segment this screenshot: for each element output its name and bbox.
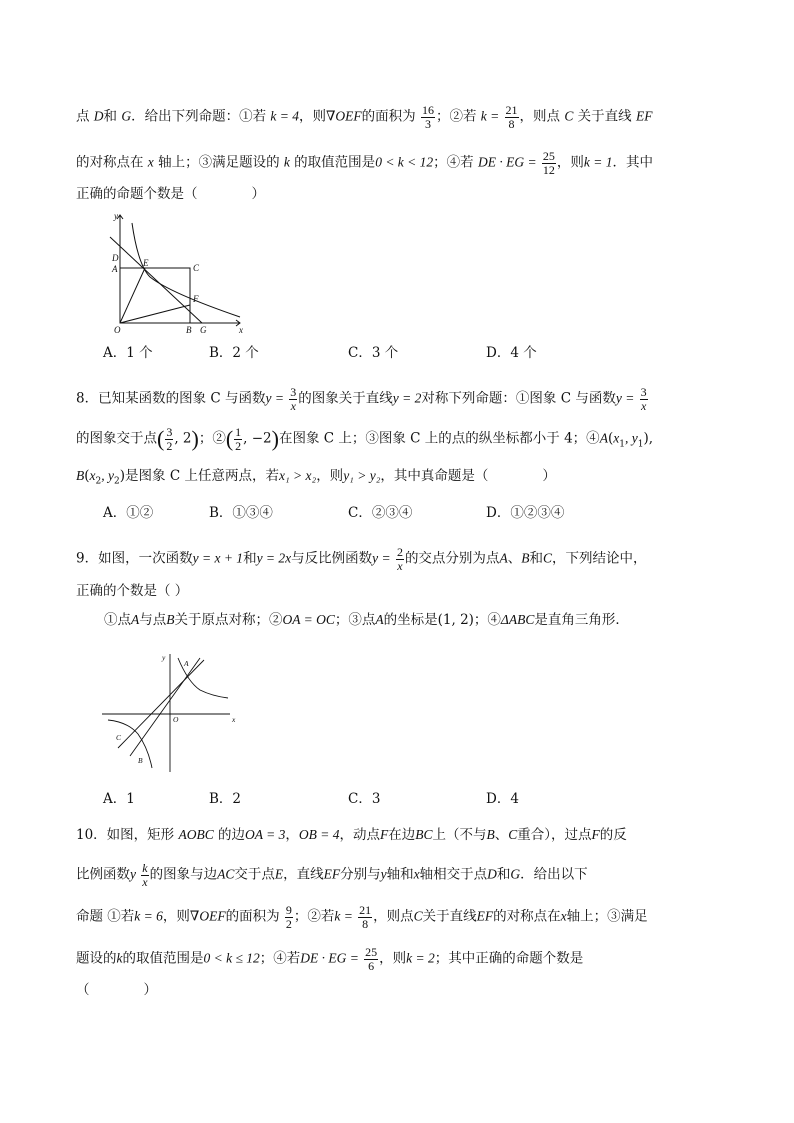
q9-line-3 — [104, 613, 629, 628]
q7-option-a[interactable]: A．1 个 — [103, 345, 153, 361]
var-k: k — [116, 950, 123, 966]
text: 8．已知某函数的图象 C 与函数 — [76, 390, 266, 407]
text: 题设的 — [76, 950, 117, 967]
segment-OE — [120, 268, 145, 323]
text: 、 — [507, 550, 522, 567]
var-x: x — [413, 866, 420, 882]
text: 和 — [529, 550, 543, 567]
text: 的反 — [599, 827, 627, 843]
line-y-2x — [130, 658, 200, 756]
var-EF: EF — [476, 908, 494, 924]
var-C: C — [564, 108, 574, 124]
text: ，下列结论中， — [551, 550, 647, 567]
label-O: O — [114, 325, 121, 335]
denominator: x — [397, 558, 403, 573]
fraction — [165, 426, 173, 452]
paren: ( — [157, 426, 165, 452]
text: 关于原点对称；② — [174, 612, 283, 628]
var-AC: AC — [217, 866, 235, 882]
var-x: x — [147, 154, 154, 170]
text: 的图象交于点 — [76, 430, 157, 447]
text: 的对称点在 — [76, 154, 148, 171]
text: 的取值范围是 — [122, 950, 204, 967]
math-y: y = — [372, 550, 391, 566]
text: 轴和 — [386, 866, 414, 883]
subscript: 2 — [95, 476, 102, 487]
math-product: DE · EG = — [477, 154, 537, 170]
q7-line-1 — [76, 104, 652, 130]
numerator: 2 — [396, 545, 403, 559]
denominator: 2 — [235, 438, 242, 453]
numerator: 21 — [505, 103, 518, 117]
text: ；②若 — [293, 908, 335, 925]
fraction — [542, 150, 556, 176]
text: 交于点 — [234, 866, 275, 883]
math-range: 0 < k < 12 — [375, 154, 434, 170]
label-F: F — [193, 294, 199, 304]
var-A: A — [599, 430, 608, 446]
text: 的交点分别为点 — [404, 550, 500, 567]
label-x: x — [239, 325, 243, 335]
label-B: B — [186, 325, 192, 335]
text: 是直角三角形． — [534, 612, 629, 628]
numerator: 3 — [166, 425, 173, 439]
math-k: k = 1 — [583, 154, 613, 170]
text: ，则 — [162, 908, 190, 925]
fraction — [505, 104, 519, 130]
text: ①点 — [104, 612, 131, 628]
var-C: C — [413, 908, 423, 924]
line-EF — [110, 237, 202, 323]
fraction — [396, 546, 404, 572]
var-A: A — [375, 612, 384, 627]
text: ，其中真命题是（ ） — [380, 468, 556, 484]
q9-option-a[interactable]: A．1 — [103, 791, 135, 807]
label-E: E — [143, 258, 149, 268]
text: 、 — [494, 827, 509, 843]
text: 是图象 C 上任意两点，若 — [125, 468, 279, 484]
text: ；④若 — [433, 154, 478, 171]
label-G: G — [200, 325, 207, 335]
math-condition: x₁ > x₂ — [278, 468, 317, 483]
math-k: k = 2 — [406, 950, 435, 966]
text: ，动点 — [339, 827, 381, 843]
denominator: 12 — [542, 162, 555, 177]
numerator: k — [142, 861, 148, 875]
q10-line-3 — [76, 904, 648, 930]
math-y: y — [130, 866, 136, 882]
math-ob: OB = 4 — [298, 827, 340, 842]
text: 和 — [103, 108, 122, 125]
numerator: 9 — [285, 903, 292, 917]
numerator: 3 — [290, 385, 297, 399]
numerator: 16 — [421, 103, 434, 117]
math-triangle: ΔABC — [500, 612, 535, 627]
text: , — [648, 430, 654, 447]
q10-line-4 — [76, 946, 583, 972]
fraction — [234, 426, 242, 452]
text: 的图象与边 — [149, 866, 218, 883]
text: ，则点 — [519, 108, 565, 125]
text: ；③点 — [334, 612, 376, 628]
var-E: E — [274, 866, 284, 882]
q8-option-c[interactable]: C．②③④ — [348, 505, 413, 521]
var-x: x — [613, 430, 620, 446]
text: 重合），过点 — [517, 827, 592, 843]
fraction — [285, 904, 293, 930]
var-BC: BC — [415, 827, 433, 842]
var-B: B — [521, 550, 530, 566]
q10-line-1 — [76, 828, 627, 843]
math-y: y = — [615, 390, 635, 406]
var-B: B — [76, 468, 85, 483]
var-G: G — [510, 866, 521, 882]
text: 的边 — [213, 827, 246, 843]
hyperbola-curve — [132, 223, 240, 317]
math-product: DE · EG = — [300, 950, 359, 966]
label-A: A — [112, 264, 118, 274]
q9-option-d[interactable]: D．4 — [486, 791, 519, 807]
denominator: 2 — [285, 916, 292, 931]
text: 上（不与 — [432, 827, 487, 843]
text: , 2 — [174, 430, 192, 447]
denominator: 3 — [424, 116, 431, 131]
q7-figure — [100, 205, 250, 335]
text: ．给出以下 — [520, 866, 588, 883]
text: 关于直线 — [422, 908, 477, 925]
math-k: k = 4 — [270, 108, 299, 124]
text: 在边 — [388, 827, 416, 843]
text: 和 — [243, 550, 257, 567]
text: ；② — [198, 430, 226, 447]
denominator: x — [640, 398, 647, 413]
text: ，则 — [299, 108, 326, 125]
var-y: , y — [101, 468, 115, 483]
var-A: A — [499, 550, 508, 566]
paren: ( — [225, 426, 234, 452]
numerator: 25 — [542, 149, 555, 163]
text: ．给出下列命题：①若 — [131, 108, 267, 125]
q8-option-b[interactable]: B．①③④ — [209, 505, 273, 521]
fraction — [358, 904, 372, 930]
var-D: D — [487, 866, 497, 882]
text: 在图象 C 上；③图象 C 上的点的纵坐标都小于 4；④ — [278, 430, 600, 447]
text: 的对称点在 — [493, 908, 561, 925]
math-coordinate: (1, 2) — [437, 612, 474, 628]
math-k: k = 6 — [134, 908, 163, 924]
subscript: 1 — [619, 439, 625, 450]
subscript: 2 — [114, 476, 120, 487]
text: 10．如图，矩形 — [76, 827, 179, 843]
var-C: C — [508, 827, 518, 842]
label-B: B — [138, 756, 143, 765]
label-O: O — [173, 715, 179, 724]
label-y: y — [114, 211, 118, 221]
line-y-x-plus-1 — [118, 660, 204, 748]
q8-option-d[interactable]: D．①②③④ — [486, 505, 565, 521]
math-line: y = 2 — [392, 390, 422, 406]
text: 的面积为 — [225, 908, 280, 925]
var-y: y — [380, 866, 387, 882]
text: 轴相交于点 — [419, 866, 488, 883]
denominator: x — [290, 398, 296, 413]
text: ， — [285, 827, 299, 843]
var-rect: AOBC — [178, 827, 214, 842]
q8-line-1 — [76, 386, 649, 412]
numerator: 21 — [359, 903, 372, 917]
fraction — [141, 862, 148, 888]
q7-line-3: 正确的命题个数是（ ） — [76, 186, 265, 202]
q8-option-a[interactable]: A．①② — [103, 505, 154, 521]
q7-option-b[interactable]: B．2 个 — [209, 345, 259, 361]
hyperbola-branch-2 — [108, 720, 152, 768]
var-B: B — [486, 827, 495, 842]
math-range: 0 < k ≤ 12 — [203, 950, 260, 966]
q7-line-2 — [76, 150, 653, 176]
rectangle-AOBC — [120, 268, 190, 323]
subscript: 1 — [637, 439, 644, 450]
paren: ) — [191, 426, 199, 452]
var-F: F — [380, 827, 389, 842]
text: 的取值范围是 — [289, 154, 376, 171]
fraction — [421, 104, 435, 130]
paren: ) — [271, 426, 279, 452]
label-D: D — [112, 253, 119, 263]
label-C: C — [193, 263, 200, 273]
q7-option-c[interactable]: C．3 个 — [348, 345, 399, 361]
q8-line-3: $B(x_2$, $y_2$)是图象 C 上任意两点，若x₁ > x₂，则y₁ > y₂，其中真命题是（ ） — [76, 468, 556, 487]
label-y: y — [162, 653, 166, 662]
var-D: D — [93, 108, 104, 124]
q7-option-d[interactable]: D．4 个 — [486, 345, 537, 361]
var-A: A — [131, 612, 140, 627]
text: ，则 — [379, 950, 407, 967]
math-k: k = — [334, 908, 353, 924]
label-C: C — [116, 733, 122, 742]
var-EF: EF — [635, 108, 653, 124]
math-triangle: ∇OEF — [189, 908, 226, 924]
math-linear-2: y = 2x — [256, 550, 292, 566]
numerator: 1 — [235, 425, 242, 439]
text: 点 — [76, 108, 94, 125]
var-y: , y — [624, 430, 638, 446]
text: 对称下列命题：①图象 C 与函数 — [421, 390, 616, 407]
fraction — [289, 386, 297, 412]
text: ，则 — [556, 154, 584, 171]
denominator: 2 — [166, 438, 173, 453]
text: 关于直线 — [573, 108, 636, 125]
fraction — [364, 946, 378, 972]
text: 轴上；③满足 — [566, 908, 648, 925]
math-y: y = — [265, 390, 284, 406]
var-F: F — [591, 827, 600, 842]
denominator: 8 — [362, 916, 369, 931]
numerator: 3 — [640, 385, 647, 399]
segment-OF — [120, 305, 190, 323]
text: 的坐标是 — [383, 612, 438, 628]
var-EF: EF — [323, 866, 341, 882]
q9-option-b[interactable]: B．2 — [209, 791, 242, 807]
var-C: C — [542, 550, 552, 566]
denominator: 6 — [368, 958, 375, 973]
text: ；④ — [473, 612, 501, 628]
text: 分别与 — [340, 866, 381, 883]
text: , −2 — [243, 430, 272, 447]
text: ，直线 — [283, 866, 324, 883]
text: 的图象关于直线 — [298, 390, 393, 407]
var-B: B — [166, 612, 175, 627]
var-k: k — [283, 154, 290, 170]
text: ，则 — [316, 468, 344, 484]
var-x: x — [89, 468, 96, 483]
math-linear-1: y = x + 1 — [192, 550, 244, 566]
text: 命题 ①若 — [76, 908, 135, 925]
text: ．其中 — [612, 154, 653, 171]
math-equation: OA = OC — [282, 612, 335, 627]
text: 9．如图，一次函数 — [76, 550, 193, 567]
text: 与点 — [139, 612, 167, 628]
math-oa: OA = 3 — [245, 827, 286, 842]
text: 和 — [496, 866, 511, 883]
math-result: y₁ > y₂ — [343, 468, 381, 483]
fraction — [640, 386, 648, 412]
q10-line-5: （ ） — [76, 982, 157, 998]
math-k: k = — [480, 108, 500, 124]
denominator: 8 — [508, 116, 515, 131]
numerator: 25 — [365, 945, 378, 959]
label-A: A — [184, 659, 189, 668]
text: 轴上；③满足题设的 — [153, 154, 284, 171]
math-triangle: ∇OEF — [326, 108, 362, 124]
text: 的面积为 — [361, 108, 416, 125]
q8-line-2: 的图象交于点( $\frac{3}{2}$ , 2)；②( $\frac{1}{2}$ , −2)在图象 C 上；③图象 C 上的点的纵坐标都小于 4；$④A(x_1$, $y_1$), — [76, 425, 654, 453]
text: 与反比例函数 — [291, 550, 373, 567]
text: ，则点 — [373, 908, 414, 925]
q9-option-c[interactable]: C．3 — [348, 791, 381, 807]
text: ；④若 — [259, 950, 301, 967]
q10-line-2 — [76, 862, 588, 888]
q9-line-1 — [76, 546, 646, 572]
denominator: x — [142, 874, 148, 889]
text: 比例函数 — [76, 866, 130, 883]
q9-line-2: 正确的个数是（ ） — [76, 583, 189, 599]
text: ；其中正确的命题个数是 — [434, 950, 584, 967]
q9-figure — [100, 650, 245, 775]
label-x: x — [232, 715, 236, 724]
var-x: x — [560, 908, 567, 924]
var-G: G — [121, 108, 132, 124]
text: ；②若 — [435, 108, 477, 125]
